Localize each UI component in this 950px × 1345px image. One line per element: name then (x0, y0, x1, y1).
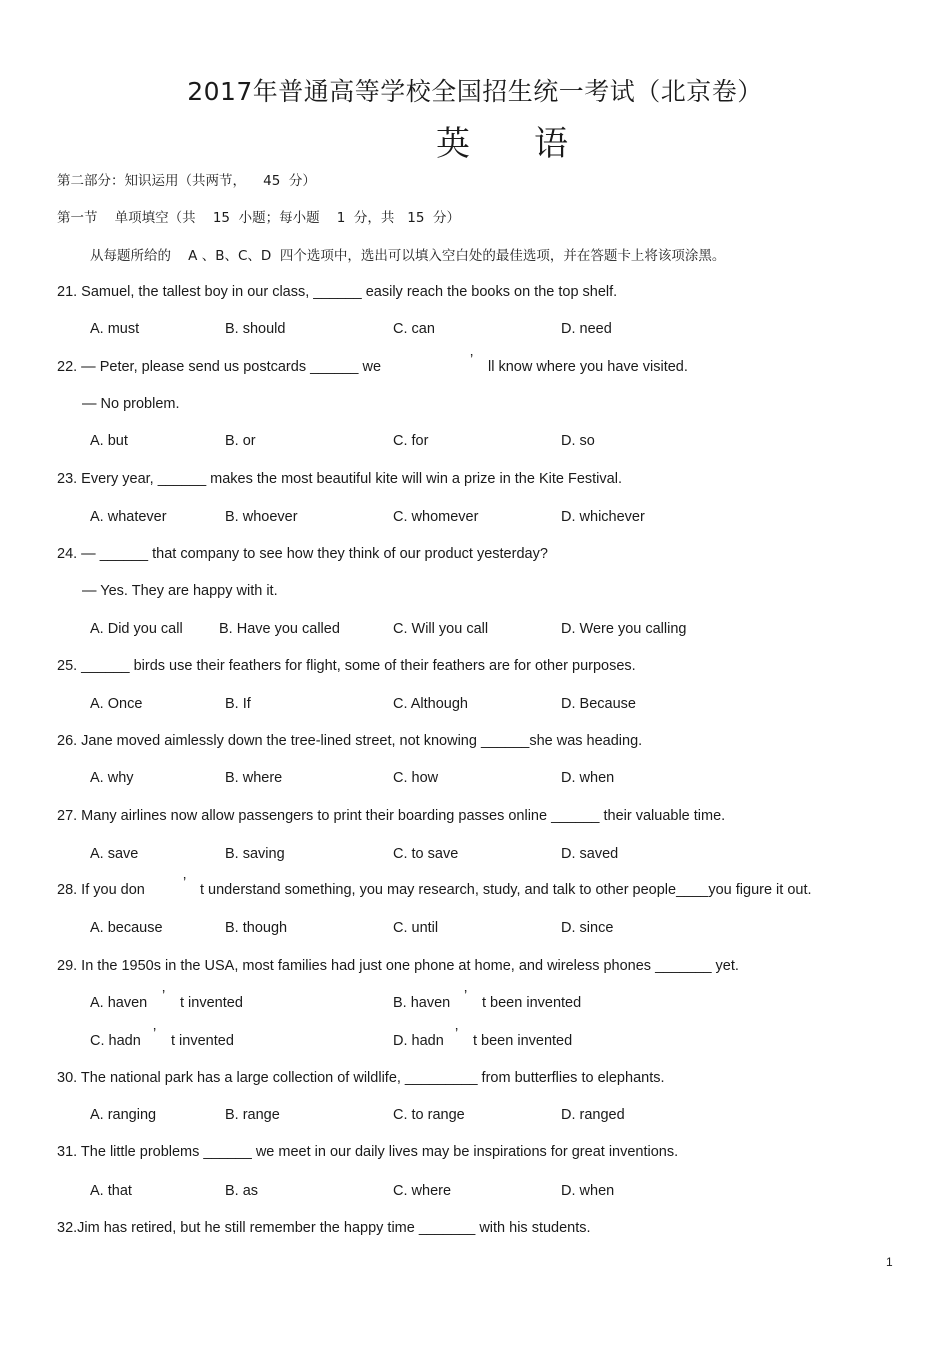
option-b: B. where (225, 770, 283, 786)
option-d: D. hadn (393, 1033, 444, 1049)
option-a: A. whatever (90, 509, 167, 525)
option-d: D. so (561, 433, 595, 449)
apostrophe-mark: ’ (464, 988, 468, 1004)
option-c: C. Although (393, 696, 468, 712)
option-c: C. where (393, 1183, 452, 1199)
option-b: B. as (225, 1183, 259, 1199)
question-stem: 27. Many airlines now allow passengers to print their boarding passes online ______ their valuable time. (57, 808, 726, 824)
option-a: A. must (90, 321, 140, 337)
apostrophe-mark: ’ (153, 1026, 157, 1042)
question-stem: 22. — Peter, please send us postcards ______ we (57, 359, 382, 375)
section-part-heading: 第二部分：知识运用（共两节， 45 分） (57, 173, 316, 189)
option-c: C. until (393, 920, 439, 936)
option-d: D. Were you calling (561, 621, 687, 637)
option-d: D. ranged (561, 1107, 625, 1123)
option-c: C. to save (393, 846, 459, 862)
question-stem: 28. If you don (57, 882, 145, 898)
section-instruction: 从每题所给的 A 、B、C、D 四个选项中，选出可以填入空白处的最佳选项，并在答题卡上将该项涂黑。 (90, 248, 726, 264)
apostrophe-mark: ’ (162, 988, 166, 1004)
option-d: D. when (561, 1183, 615, 1199)
option-b: B. haven (393, 995, 451, 1011)
option-b-continued: t been invented (482, 995, 582, 1011)
option-c: C. whomever (393, 509, 479, 525)
option-a: A. because (90, 920, 163, 936)
option-b: B. or (225, 433, 256, 449)
exam-title: 2017年普通高等学校全国招生统一考试（北京卷） (187, 77, 763, 106)
option-d: D. when (561, 770, 615, 786)
apostrophe-mark: ’ (455, 1026, 459, 1042)
question-stem: 25. ______ birds use their feathers for flight, some of their feathers are for other purposes. (57, 658, 636, 674)
option-c: C. Will you call (393, 621, 489, 637)
option-b: B. Have you called (219, 621, 340, 637)
option-d: D. since (561, 920, 614, 936)
option-a: A. that (90, 1183, 132, 1199)
dialogue-reply: — No problem. (82, 396, 180, 412)
option-d: D. whichever (561, 509, 645, 525)
question-stem: 23. Every year, ______ makes the most beautiful kite will win a prize in the Kite Festival. (57, 471, 622, 487)
option-b: B. though (225, 920, 288, 936)
apostrophe-mark: ’ (183, 875, 187, 891)
option-c: C. hadn (90, 1033, 141, 1049)
option-b: B. whoever (225, 509, 298, 525)
option-c: C. how (393, 770, 439, 786)
option-c: C. for (393, 433, 429, 449)
question-stem: 24. — ______ that company to see how they think of our product yesterday? (57, 546, 548, 562)
subject-char-right: 语 (534, 124, 568, 164)
subject-char-left: 英 (436, 124, 470, 164)
section-sub-heading: 第一节 单项填空（共 15 小题；每小题 1 分，共 15 分） (57, 210, 461, 226)
option-a: A. Did you call (90, 621, 183, 637)
option-d-continued: t been invented (473, 1033, 573, 1049)
option-c: C. to range (393, 1107, 465, 1123)
option-a: A. why (90, 770, 134, 786)
dialogue-reply: — Yes. They are happy with it. (82, 583, 278, 599)
option-d: D. Because (561, 696, 636, 712)
question-stem: 29. In the 1950s in the USA, most families had just one phone at home, and wireless phones _______ yet. (57, 958, 739, 974)
option-b: B. saving (225, 846, 285, 862)
option-c-continued: t invented (171, 1033, 234, 1049)
option-b: B. If (225, 696, 251, 712)
option-d: D. need (561, 321, 612, 337)
option-a: A. save (90, 846, 139, 862)
option-b: B. should (225, 321, 286, 337)
option-a-continued: t invented (180, 995, 243, 1011)
question-stem: 21. Samuel, the tallest boy in our class, ______ easily reach the books on the top shelf. (57, 284, 618, 300)
option-a: A. but (90, 433, 128, 449)
question-stem-continued: t understand something, you may research, study, and talk to other people____you figure it out. (200, 882, 812, 898)
option-a: A. Once (90, 696, 143, 712)
apostrophe-mark: ’ (470, 352, 474, 368)
option-a: A. ranging (90, 1107, 157, 1123)
question-stem: 30. The national park has a large collection of wildlife, _________ from butterflies to elephants. (57, 1070, 665, 1086)
option-d: D. saved (561, 846, 619, 862)
question-stem: 31. The little problems ______ we meet in our daily lives may be inspirations for great inventions. (57, 1144, 679, 1160)
question-stem: 32.Jim has retired, but he still remember the happy time _______ with his students. (57, 1220, 591, 1236)
option-b: B. range (225, 1107, 280, 1123)
question-stem-continued: ll know where you have visited. (488, 359, 688, 375)
option-c: C. can (393, 321, 435, 337)
question-stem: 26. Jane moved aimlessly down the tree-lined street, not knowing ______she was heading. (57, 733, 643, 749)
page-number: 1 (886, 1255, 893, 1269)
option-a: A. haven (90, 995, 148, 1011)
